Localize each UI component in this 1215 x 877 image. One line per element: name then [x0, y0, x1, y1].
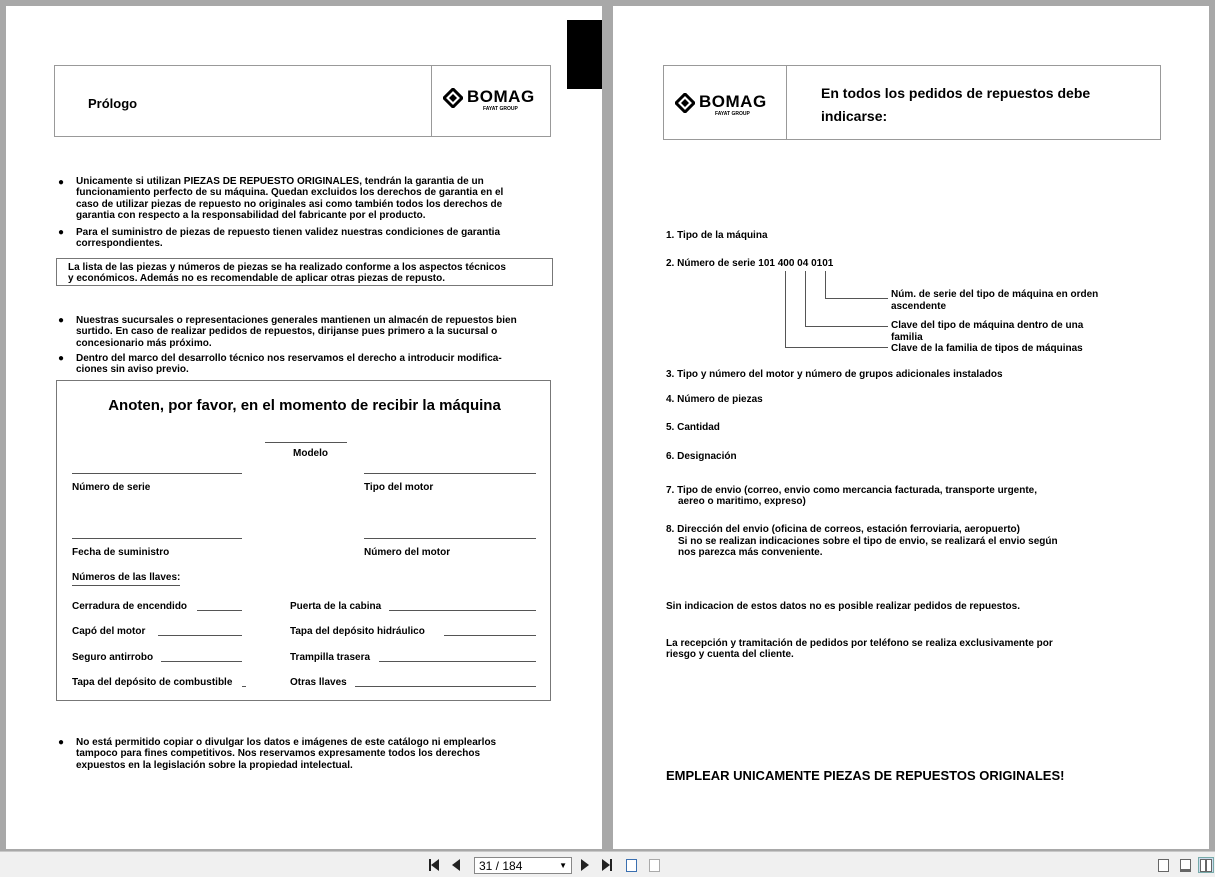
note-text: La lista de las piezas y números de piezas se ha realizado conforme a los aspectos técnicos y económicos. Además no es recomendable de aplicar otras piezas de repusto.: [68, 262, 506, 284]
brand-name: BOMAG: [467, 87, 535, 106]
item-tipo-envio: 7. Tipo de envio (correo, envio como mercancia facturada, transporte urgente,: [666, 485, 1038, 496]
item-designacion: 6. Designación: [666, 451, 737, 462]
note-telefono: La recepción y tramitación de pedidos por teléfono se realiza exclusivamente por: [666, 638, 1053, 649]
note-box: [56, 258, 553, 286]
page-tab-marker: [567, 20, 602, 89]
tapa-combustible-label: Tapa del depósito de combustible: [72, 677, 233, 688]
tapa-hidraulico-label: Tapa del depósito hidráulico: [290, 626, 425, 637]
numero-motor-label: Número del motor: [364, 547, 451, 558]
puerta-cabina-field[interactable]: [389, 610, 536, 611]
bullet-icon: ●: [58, 737, 65, 748]
tipo-motor-label: Tipo del motor: [364, 482, 434, 493]
form-title: Anoten, por favor, en el momento de recibir la máquina: [108, 397, 501, 414]
page-left: [6, 6, 602, 849]
item-tipo-envio-cont: aereo o maritimo, expreso): [678, 496, 806, 507]
brand-sub: FAYAT GROUP: [715, 111, 750, 117]
brand-sub: FAYAT GROUP: [483, 106, 518, 112]
bullet-text: Nuestras sucursales o representaciones generales mantienen un almacén de repuestos bien surtido. En caso de realizar pedidos de repuestos, dirijanse pues primero a la sucursal o concesionario más próximo.: [76, 315, 517, 349]
otras-llaves-label: Otras llaves: [290, 677, 347, 688]
page-title: En todos los pedidos de repuestos debe indicarse:: [821, 85, 1091, 124]
item-numero-serie: 2. Número de serie 101 400 04 0101: [666, 258, 834, 269]
item-motor: 3. Tipo y número del motor y número de grupos adicionales instalados: [666, 369, 1003, 380]
numero-serie-label: Número de serie: [72, 482, 151, 493]
capo-motor-field[interactable]: [158, 635, 242, 636]
next-page-icon[interactable]: [577, 857, 593, 873]
last-page-icon[interactable]: [599, 857, 615, 873]
seguro-antirrobo-label: Seguro antirrobo: [72, 652, 154, 663]
item-cantidad: 5. Cantidad: [666, 422, 720, 433]
capo-motor-label: Capó del motor: [72, 626, 146, 637]
modelo-label: Modelo: [293, 448, 328, 459]
page-indicator: 31 / 184: [479, 858, 523, 873]
puerta-cabina-label: Puerta de la cabina: [290, 601, 382, 612]
cerradura-label: Cerradura de encendido: [72, 601, 188, 612]
tipo-motor-field[interactable]: [364, 473, 536, 474]
note-sin-indicacion: Sin indicacion de estos datos no es posible realizar pedidos de repuestos.: [666, 601, 1020, 612]
bomag-diamond-icon: [443, 88, 463, 108]
forward-view-icon[interactable]: [646, 857, 662, 873]
footer-warning: EMPLEAR UNICAMENTE PIEZAS DE REPUESTOS ORIGINALES!: [666, 768, 1065, 783]
bullet-text: Dentro del marco del desarrollo técnico nos reservamos el derecho a introducir modifica-ciones sin aviso previo.: [76, 353, 502, 376]
otras-llaves-field[interactable]: [355, 686, 536, 687]
item-numero-piezas: 4. Número de piezas: [666, 394, 763, 405]
numero-serie-field[interactable]: [72, 473, 242, 474]
machine-receipt-form: [56, 380, 551, 701]
seguro-antirrobo-field[interactable]: [161, 661, 242, 662]
item-direccion-envio: 8. Dirección del envio (oficina de correos, estación ferroviaria, aeropuerto): [666, 524, 1020, 535]
bullet-icon: ●: [58, 227, 65, 238]
header-box: [663, 65, 1161, 140]
brand-logo: [443, 86, 543, 116]
bullet-icon: ●: [58, 353, 65, 364]
item-tipo-maquina: 1. Tipo de la máquina: [666, 230, 768, 241]
header-box: [54, 65, 551, 137]
trampilla-field[interactable]: [379, 661, 536, 662]
back-view-icon[interactable]: [623, 857, 639, 873]
fecha-suministro-field[interactable]: [72, 538, 242, 539]
brand-logo: [675, 91, 775, 121]
viewer-toolbar: [0, 851, 1215, 877]
note-telefono-cont: riesgo y cuenta del cliente.: [666, 649, 794, 660]
bullet-text: No está permitido copiar o divulgar los datos e imágenes de este catálogo ni emplearlos tampoco para fines competitivos. Nos reservamos expresamente todos los derechos expuestos en la legislación sobre la propiedad intelectual.: [76, 737, 497, 771]
prev-page-icon[interactable]: [448, 857, 464, 873]
item-direccion-envio-cont: Si no se realizan indicaciones sobre el tipo de envio, se realizará el envio según: [678, 536, 1058, 547]
tapa-combustible-field[interactable]: [242, 686, 246, 687]
continuous-page-icon[interactable]: [1177, 857, 1193, 873]
bomag-diamond-icon: [675, 93, 695, 113]
bullet-text: Para el suministro de piezas de repuesto tienen validez nuestras condiciones de garantia correspondientes.: [76, 227, 501, 250]
bullet-text: Unicamente si utilizan PIEZAS DE REPUESTO ORIGINALES, tendrán la garantia de un funcionamiento perfecto de su máquina. Quedan excluidos los derechos de garantia en el caso de utilizar piezas de repuesto no originales asi como también todos los derechos de garantia con respecto a la responsabilidad del fabricante por el producto.: [76, 176, 504, 221]
dropdown-arrow-icon[interactable]: ▼: [559, 861, 567, 870]
first-page-icon[interactable]: [426, 857, 442, 873]
facing-pages-icon[interactable]: [1198, 857, 1214, 873]
numeros-llaves-label: Números de las llaves:: [72, 572, 180, 586]
brand-name: BOMAG: [699, 92, 767, 111]
single-page-icon[interactable]: [1155, 857, 1171, 873]
page-number-input[interactable]: [474, 857, 572, 874]
trampilla-label: Trampilla trasera: [290, 652, 371, 663]
numero-motor-field[interactable]: [364, 538, 536, 539]
serie-note-3: Clave de la familia de tipos de máquinas: [891, 343, 1083, 354]
serie-note-1: Núm. de serie del tipo de máquina en orden ascendente: [891, 289, 1099, 312]
bullet-icon: ●: [58, 177, 65, 188]
page-title: Prólogo: [88, 96, 138, 111]
fecha-suministro-label: Fecha de suministro: [72, 547, 170, 558]
page-right: [613, 6, 1209, 849]
tapa-hidraulico-field[interactable]: [444, 635, 536, 636]
cerradura-field[interactable]: [197, 610, 242, 611]
bullet-icon: ●: [58, 315, 65, 326]
item-direccion-envio-cont: nos parezca más conveniente.: [678, 547, 823, 558]
serie-note-2: Clave del tipo de máquina dentro de una familia: [891, 320, 1084, 343]
